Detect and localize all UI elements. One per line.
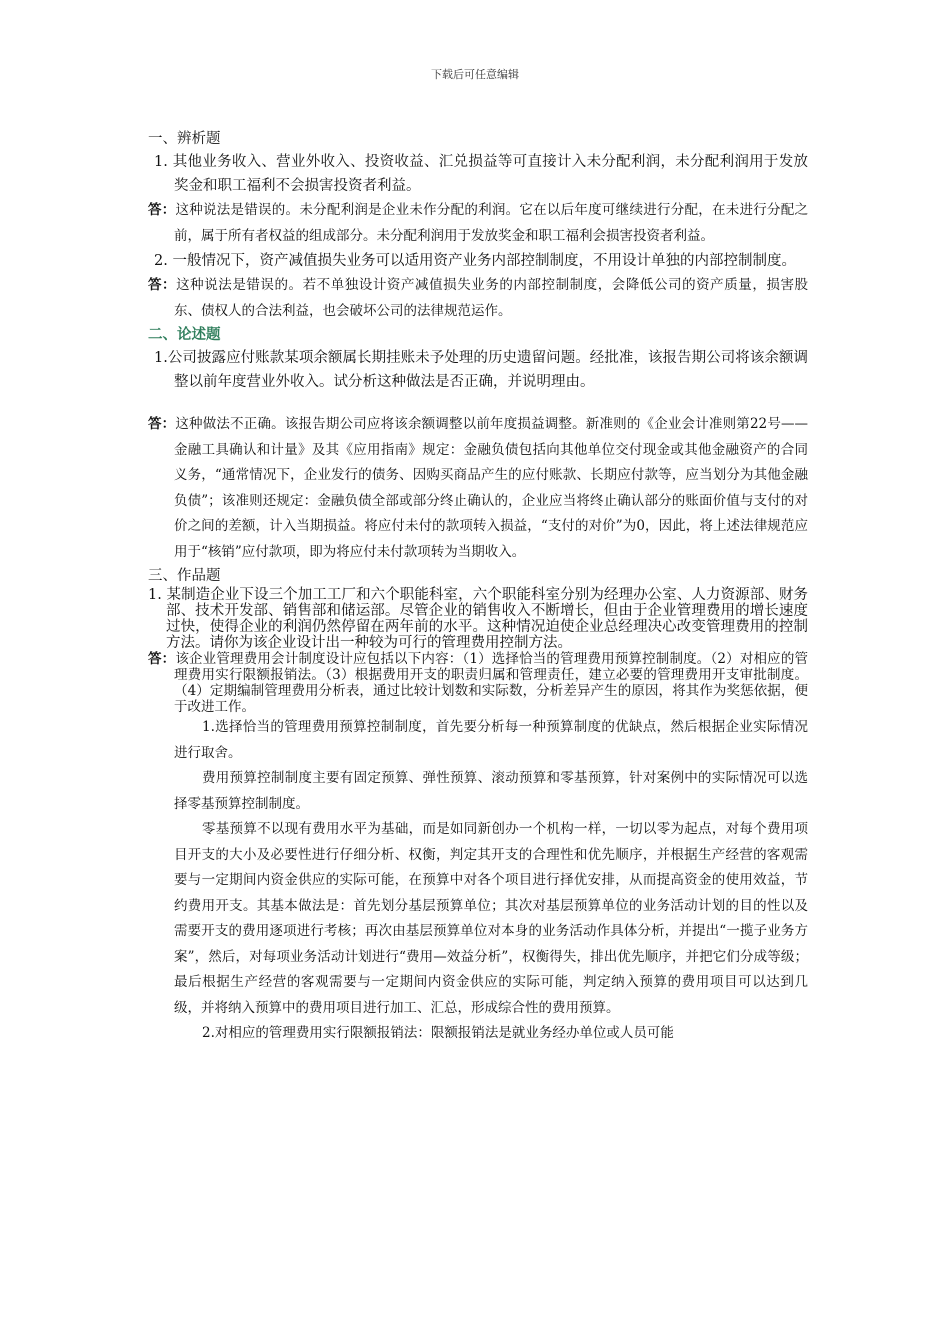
answer-3-1 xyxy=(148,651,808,715)
section-2-title: 二、论述题 xyxy=(148,326,221,343)
document-body xyxy=(148,128,808,1047)
page-header: 下载后可任意编辑 xyxy=(431,68,519,81)
question-3-1: 1. 某制造企业下设三个加工工厂和六个职能科室，六个职能科室分别为经理办公室、人力资源部、财务部、技术开发部、销售部和储运部。尽管企业的销售收入不断增长，但由于企业管理费用的增长速度过快，使得企业的利润仍然停留在两年前的水平。这种情况迫使企业总经理决心改变管理费用的控制方法。请你为该企业设计出一种较为可行的管理费用控制方法。 xyxy=(148,587,808,651)
question-2-1: 1.公司披露应付账款某项余额属长期挂账未予处理的历史遗留问题。经批准，该报告期公司将该余额调整以前年度营业外收入。试分析这种做法是否正确，并说明理由。 xyxy=(154,350,808,390)
answer-label: 答： xyxy=(148,277,177,293)
answer-label: 答： xyxy=(148,416,176,432)
paragraph-3-3: 零基预算不以现有费用水平为基础，而是如同新创办一个机构一样，一切以零为起点，对每个费用项目开支的大小及必要性进行仔细分析、权衡，判定其开支的合理性和优先顺序，并根据生产经营的客观需要与一定期间内资金供应的实际可能，在预算中对各个项目进行择优安排，从而提高资金的使用效益，节约费用开支。其基本做法是：首先划分基层预算单位；其次对基层预算单位的业务活动计划的目的性以及需要开支的费用逐项进行考核；再次由基层预算单位对本身的业务活动作具体分析，并提出“一揽子业务方案”，然后，对每项业务活动计划进行“费用—效益分析”，权衡得失，排出优先顺序，并把它们分成等级；最后根据生产经营的客观需要与一定期间内资金供应的实际可能，判定纳入预算的费用项目可以达到几级，并将纳入预算中的费用项目进行加工、汇总，形成综合性的费用预算。 xyxy=(174,821,808,1016)
answer-text: 这种说法是错误的。未分配利润是企业未作分配的利润。它在以后年度可继续进行分配，在未进行分配之前，属于所有者权益的组成部分。未分配利润用于发放奖金和职工福利会损害投资者利益。 xyxy=(174,202,809,244)
answer-2-1 xyxy=(148,412,808,565)
answer-label: 答： xyxy=(148,651,176,667)
section-3-title: 三、作品题 xyxy=(148,568,221,584)
paragraph-3-4: 2.对相应的管理费用实行限额报销法：限额报销法是就业务经办单位或人员可能 xyxy=(202,1025,674,1041)
paragraph-3-2: 费用预算控制制度主要有固定预算、弹性预算、滚动预算和零基预算，针对案例中的实际情况可以选择零基预算控制制度。 xyxy=(174,770,808,812)
answer-text: 该企业管理费用会计制度设计应包括以下内容：（1）选择恰当的管理费用预算控制制度。（2）对相应的管理费用实行限额报销法。（3）根据费用开支的职责归属和管理责任，建立必要的管理费用开支审批制度。（4）定期编制管理费用分析表，通过比较计划数和实际数，分析差异产生的原因，将其作为奖惩依据，便于改进工作。 xyxy=(174,651,808,715)
answer-1-2 xyxy=(148,273,808,324)
question-1-1: 1. 其他业务收入、营业外收入、投资收益、汇兑损益等可直接计入未分配利润，未分配利润用于发放奖金和职工福利不会损害投资者利益。 xyxy=(154,154,808,194)
answer-1-1 xyxy=(148,198,808,249)
answer-label: 答： xyxy=(148,202,176,218)
answer-text: 这种做法不正确。该报告期公司应将该余额调整以前年度损益调整。新准则的《企业会计准则第22号——金融工具确认和计量》及其《应用指南》规定：金融负债包括向其他单位交付现金或其他金融资产的合同义务，“通常情况下，企业发行的债务、因购买商品产生的应付账款、长期应付款等，应当划分为其他金融负债”；该准则还规定：金融负债全部或部分终止确认的，企业应当将终止确认部分的账面价值与支付的对价之间的差额，计入当期损益。将应付未付的款项转入损益，“支付的对价”为0，因此，将上述法律规范应用于“核销”应付款项，即为将应付未付款项转为当期收入。 xyxy=(174,416,809,560)
question-1-2: 2. 一般情况下，资产减值损失业务可以适用资产业务内部控制制度，不用设计单独的内部控制制度。 xyxy=(154,253,796,269)
section-1-title: 一、辨析题 xyxy=(148,131,221,147)
paragraph-3-1: 1.选择恰当的管理费用预算控制制度，首先要分析每一种预算制度的优缺点，然后根据企业实际情况进行取舍。 xyxy=(174,719,808,761)
answer-text: 这种说法是错误的。若不单独设计资产减值损失业务的内部控制制度，会降低公司的资产质量，损害股东、债权人的合法利益，也会破坏公司的法律规范运作。 xyxy=(174,277,808,319)
